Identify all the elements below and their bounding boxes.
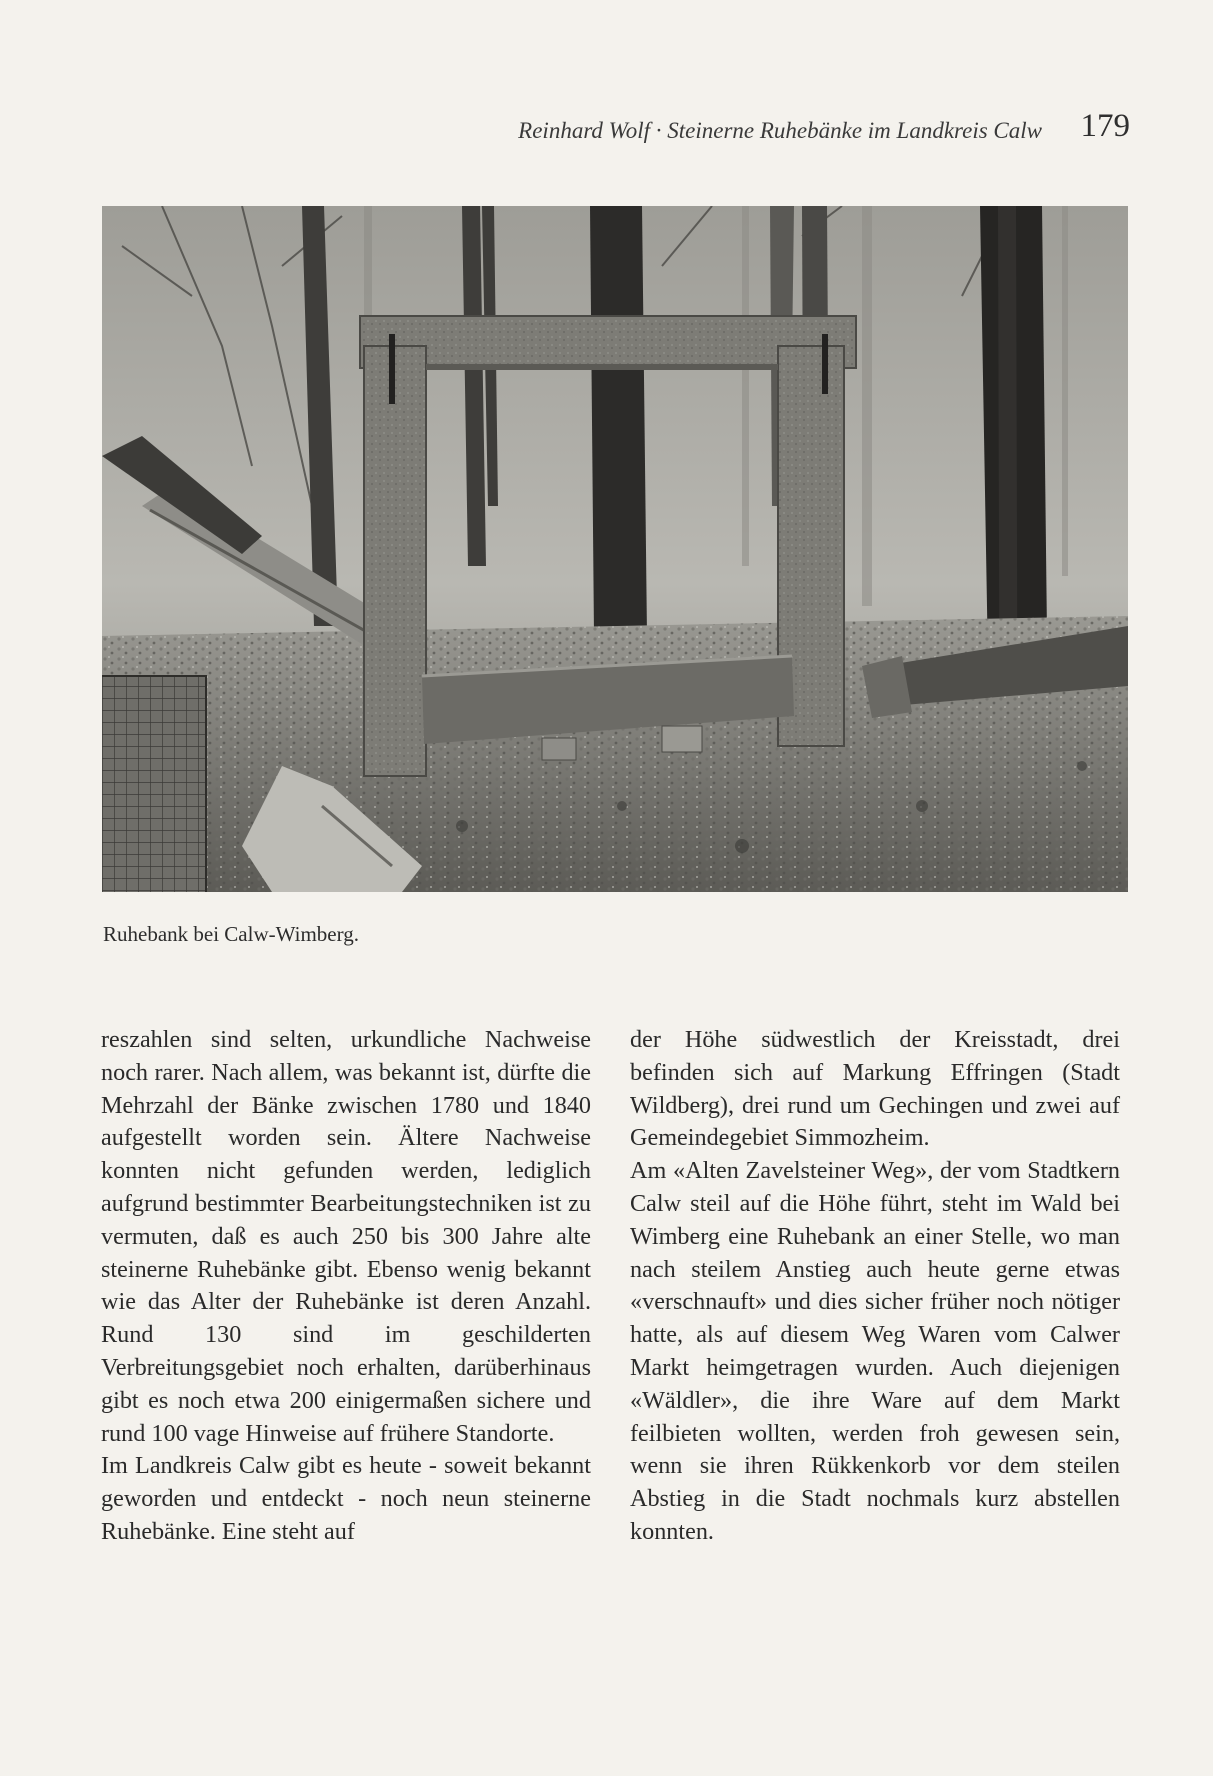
paragraph: der Höhe südwestlich der Kreisstadt, drei befinden sich auf Markung Effringen (Stadt Wildberg), drei rund um Gechingen und zwei auf Gemeindegebiet Simmozheim. xyxy=(630,1026,1120,1152)
forest-stone-bench-photo xyxy=(102,206,1128,892)
paragraph: Im Landkreis Calw gibt es heute - soweit bekannt geworden und entdeckt - noch neun steinerne Ruhebänke. Eine steht auf xyxy=(101,1452,591,1545)
body-column-left xyxy=(101,1024,591,1549)
body-column-right xyxy=(630,1024,1120,1549)
figure-caption: Ruhebank bei Calw-Wimberg. xyxy=(103,922,359,946)
paragraph: reszahlen sind selten, urkundliche Nachweise noch rarer. Nach allem, was bekannt ist, dürfte die Mehrzahl der Bänke zwischen 1780 und 1840 aufgestellt worden sein. Ältere Nachweise konnten nicht gefunden werden, lediglich aufgrund bestimmter Bearbeitungstechniken ist zu vermuten, daß es auch 250 bis 300 Jahre alte steinerne Ruhebänke gibt. Ebenso wenig bekannt wie das Alter der Ruhebänke ist deren Anzahl. Rund 130 sind im geschilderten Verbreitungsgebiet noch erhalten, darüberhinaus gibt es noch etwa 200 einigermaßen sichere und rund 100 vage Hinweise auf frühere Standorte. xyxy=(101,1026,591,1447)
running-head: Reinhard Wolf · Steinerne Ruhebänke im Landkreis Calw xyxy=(518,118,1042,143)
page-header xyxy=(400,108,1130,152)
page-number: 179 xyxy=(1080,108,1130,144)
paragraph: Am «Alten Zavelsteiner Weg», der vom Stadtkern Calw steil auf die Höhe führt, steht im Wald bei Wimberg eine Ruhebank an einer Stelle, wo man nach steilem Anstieg auch heute gerne etwas «verschnauft» und dies sicher früher noch nötiger hatte, als auf diesem Weg Waren vom Calwer Markt heimgetragen wurden. Auch diejenigen «Wäldler», die ihre Ware auf dem Markt feilbieten wollten, werden froh gewesen sein, wenn sie ihren Rükkenkorb vor dem steilen Abstieg in die Stadt nochmals kurz abstellen konnten. xyxy=(630,1157,1120,1545)
